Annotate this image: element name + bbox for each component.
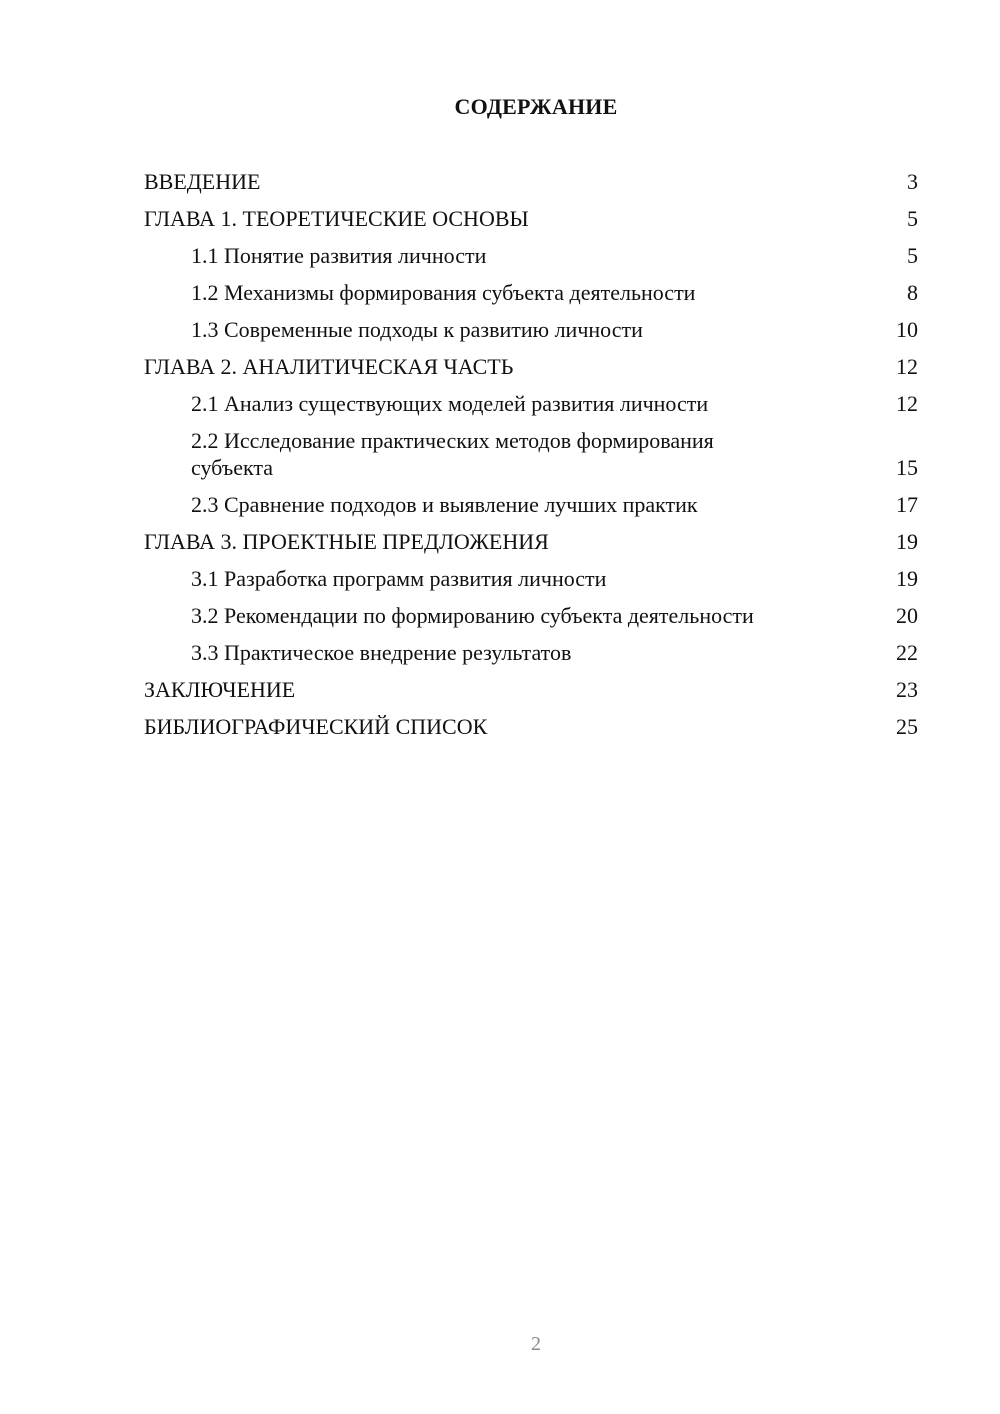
toc-entry-text: 3.1 Разработка программ развития личности [191, 566, 607, 591]
page-number: 2 [531, 1333, 541, 1355]
toc-entry-section-1-2[interactable] [144, 279, 920, 306]
toc-entry-bibliography[interactable] [144, 713, 920, 740]
toc-entry-text: 1.2 Механизмы формирования субъекта деятельности [191, 280, 696, 305]
toc-entry-text: ГЛАВА 1. ТЕОРЕТИЧЕСКИЕ ОСНОВЫ [144, 206, 529, 231]
toc-entry-chapter-2[interactable] [144, 353, 920, 380]
toc-entry-text: 2.3 Сравнение подходов и выявление лучших практик [191, 492, 698, 517]
toc-entry-page: 23 [896, 677, 918, 702]
toc-entry-chapter-1[interactable] [144, 205, 920, 232]
toc-entry-section-2-3[interactable] [144, 491, 920, 518]
toc-entry-page: 10 [896, 317, 918, 342]
table-of-contents [144, 168, 920, 750]
toc-entry-text: 1.1 Понятие развития личности [191, 243, 487, 268]
toc-entry-section-1-1[interactable] [144, 242, 920, 269]
toc-entry-page: 19 [896, 529, 918, 554]
toc-entry-section-3-2[interactable] [144, 602, 920, 629]
toc-entry-text: 1.3 Современные подходы к развитию личности [191, 317, 643, 342]
toc-entry-page: 8 [907, 280, 918, 305]
page-title: СОДЕРЖАНИЕ [454, 94, 618, 119]
toc-entry-text: ГЛАВА 3. ПРОЕКТНЫЕ ПРЕДЛОЖЕНИЯ [144, 529, 549, 554]
toc-entry-conclusion[interactable] [144, 676, 920, 703]
toc-entry-section-2-1[interactable] [144, 390, 920, 417]
toc-entry-text: 2.2 Исследование практических методов формирования субъекта [191, 428, 714, 480]
toc-entry-page: 17 [896, 492, 918, 517]
toc-entry-page: 20 [896, 603, 918, 628]
toc-entry-section-2-2[interactable] [144, 427, 920, 481]
toc-entry-page: 15 [896, 455, 918, 480]
toc-entry-introduction[interactable] [144, 168, 920, 195]
toc-entry-page: 22 [896, 640, 918, 665]
toc-entry-text: ГЛАВА 2. АНАЛИТИЧЕСКАЯ ЧАСТЬ [144, 354, 514, 379]
toc-entry-text: 2.1 Анализ существующих моделей развития личности [191, 391, 709, 416]
toc-entry-section-1-3[interactable] [144, 316, 920, 343]
toc-entry-page: 5 [907, 206, 918, 231]
toc-entry-page: 12 [896, 391, 918, 416]
toc-entry-page: 12 [896, 354, 918, 379]
toc-entry-text: 3.2 Рекомендации по формированию субъекта деятельности [191, 603, 754, 628]
toc-entry-text: БИБЛИОГРАФИЧЕСКИЙ СПИСОК [144, 714, 488, 739]
toc-entry-text: ЗАКЛЮЧЕНИЕ [144, 677, 296, 702]
toc-entry-section-3-3[interactable] [144, 639, 920, 666]
toc-entry-text: ВВЕДЕНИЕ [144, 169, 261, 194]
toc-entry-page: 19 [896, 566, 918, 591]
toc-entry-chapter-3[interactable] [144, 528, 920, 555]
toc-entry-section-3-1[interactable] [144, 565, 920, 592]
toc-entry-page: 5 [907, 243, 918, 268]
toc-entry-page: 25 [896, 714, 918, 739]
toc-entry-page: 3 [907, 169, 918, 194]
toc-entry-text: 3.3 Практическое внедрение результатов [191, 640, 572, 665]
